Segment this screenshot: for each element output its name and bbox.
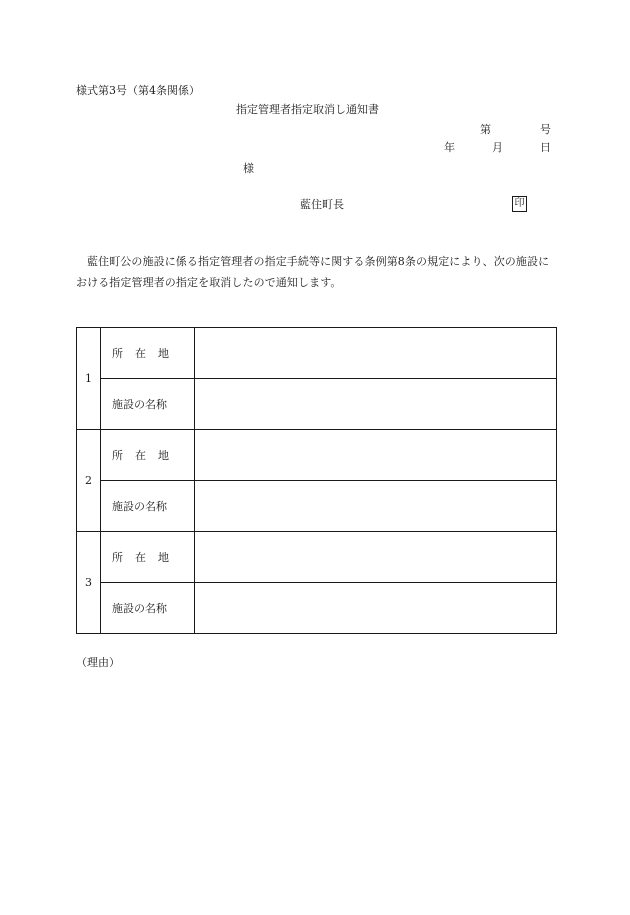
facility-name-value-cell[interactable] bbox=[195, 583, 557, 634]
location-label-text: 所在地 bbox=[112, 347, 181, 360]
facility-table bbox=[76, 327, 557, 634]
number-suffix: 号 bbox=[540, 123, 551, 136]
location-label bbox=[101, 532, 195, 583]
location-label-text: 所在地 bbox=[112, 551, 181, 564]
location-label bbox=[101, 430, 195, 481]
date-day-label: 日 bbox=[540, 141, 551, 154]
document-title: 指定管理者指定取消し通知書 bbox=[236, 103, 379, 116]
table-row bbox=[77, 481, 557, 532]
facility-name-label: 施設の名称 bbox=[101, 481, 195, 532]
facility-number: 1 bbox=[77, 328, 101, 430]
location-label-text: 所在地 bbox=[112, 449, 181, 462]
facility-name-value-cell[interactable] bbox=[195, 481, 557, 532]
facility-name-label: 施設の名称 bbox=[101, 379, 195, 430]
facility-number: 2 bbox=[77, 430, 101, 532]
facility-number: 3 bbox=[77, 532, 101, 634]
table-row bbox=[77, 430, 557, 481]
facility-name-value-cell[interactable] bbox=[195, 379, 557, 430]
location-value-cell[interactable] bbox=[195, 532, 557, 583]
notice-body-text: 藍住町公の施設に係る指定管理者の指定手続等に関する条例第8条の規定により、次の施設における指定管理者の指定を取消したので通知します。 bbox=[76, 255, 550, 289]
location-value-cell[interactable] bbox=[195, 430, 557, 481]
recipient-honorific: 様 bbox=[243, 162, 254, 175]
seal-stamp: 印 bbox=[512, 196, 527, 212]
reason-label: （理由） bbox=[76, 656, 120, 669]
location-value-cell[interactable] bbox=[195, 328, 557, 379]
location-label bbox=[101, 328, 195, 379]
table-row bbox=[77, 532, 557, 583]
form-number-label: 様式第3号（第4条関係） bbox=[76, 84, 200, 97]
table-row bbox=[77, 583, 557, 634]
table-row bbox=[77, 328, 557, 379]
table-row bbox=[77, 379, 557, 430]
date-month-label: 月 bbox=[492, 141, 503, 154]
number-prefix: 第 bbox=[480, 123, 491, 136]
date-year-label: 年 bbox=[444, 141, 455, 154]
sender-name: 藍住町長 bbox=[300, 198, 344, 211]
facility-name-label: 施設の名称 bbox=[101, 583, 195, 634]
